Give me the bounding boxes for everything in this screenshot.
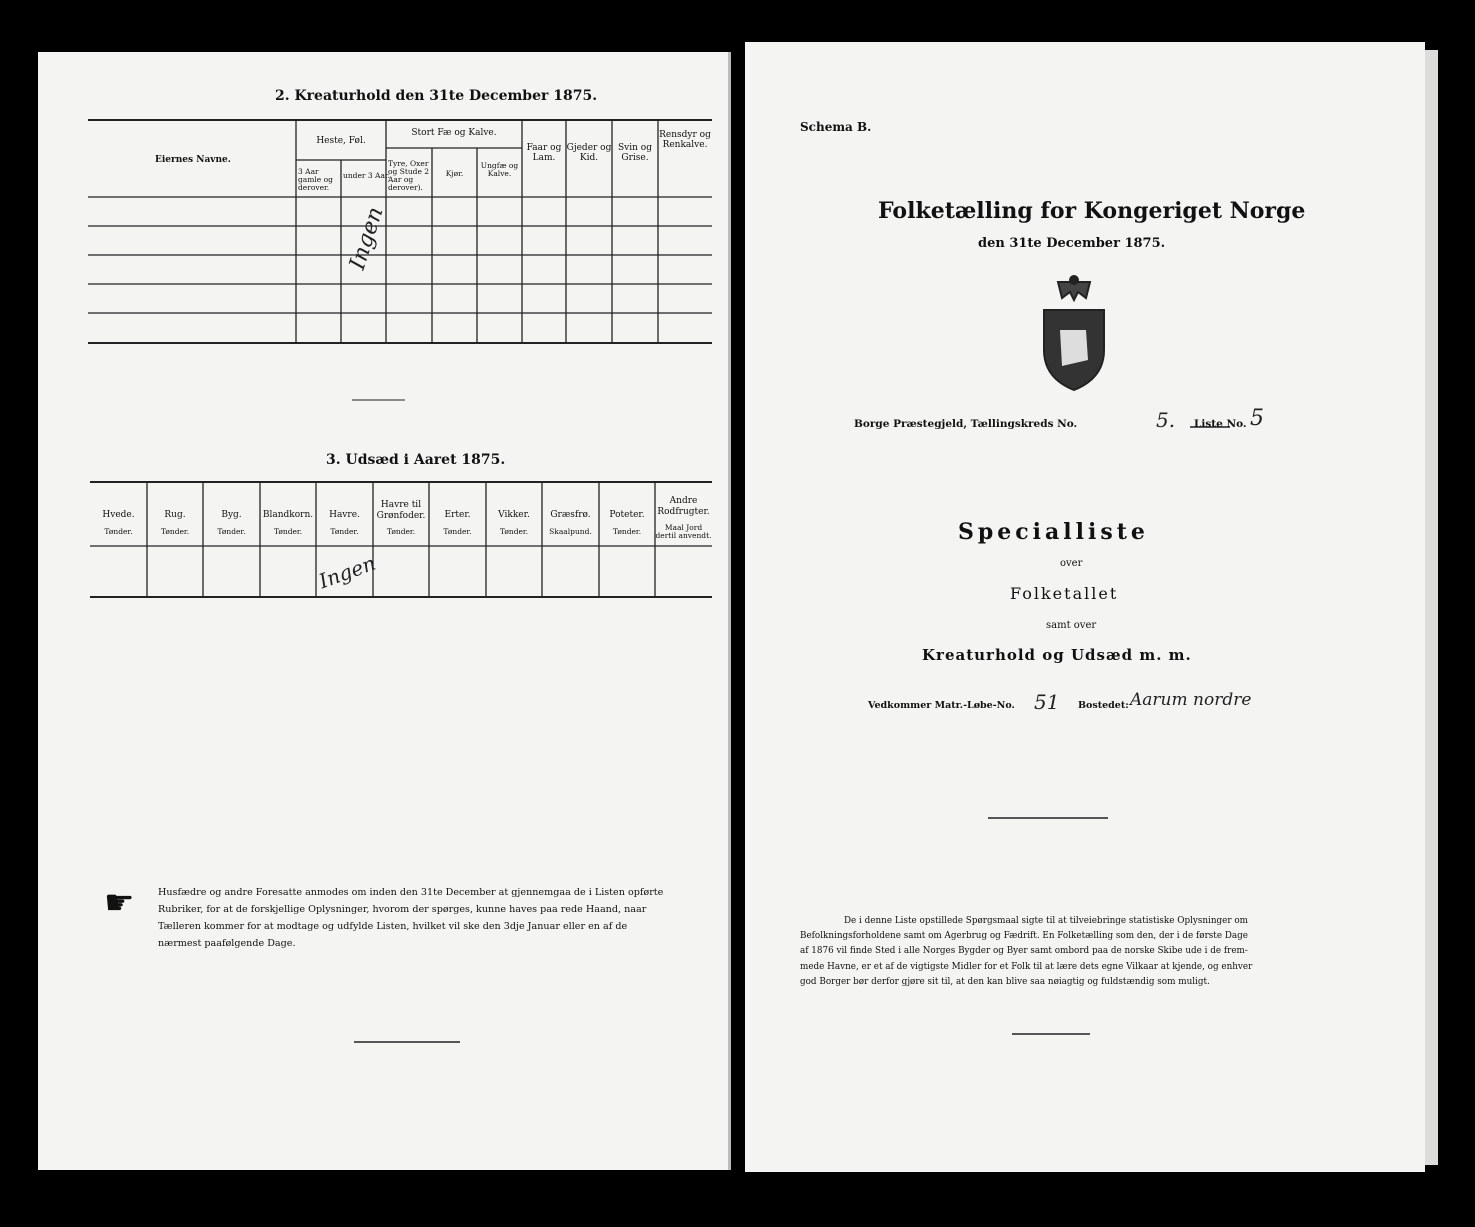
sowing-col-grass-seed: Græsfrø. — [550, 510, 591, 520]
notice-line: nærmest paafølgende Dage. — [158, 938, 296, 949]
footer-line: mede Havne, er et af de vigtigste Midler for et Folk til at lære dets egne Vilkaar at kjende, og enhver — [800, 961, 1253, 972]
schema-label: Schema B. — [800, 120, 872, 134]
sowing-unit-grass-seed: Skaalpund. — [549, 527, 592, 536]
sowing-col-vetch: Vikker. — [498, 510, 530, 520]
census-title: Folketælling for Kongeriget Norge — [878, 198, 1306, 224]
sowing-col-potatoes: Poteter. — [609, 510, 645, 520]
sheep-header: Faar og Lam. — [526, 143, 562, 163]
cattle-header: Stort Fæ og Kalve. — [411, 128, 497, 138]
footer-line: De i denne Liste opstillede Spørgsmaal sigte til at tilveiebringe statistiske Oplysninger om — [844, 916, 1248, 926]
footer-line: af 1876 vil finde Sted i alle Norges Bygder og Byer samt ombord paa de norske Skibe ude i de frem- — [800, 946, 1248, 957]
bostedet-value: Aarum nordre — [1130, 690, 1252, 710]
cows-header: Kjør. — [445, 169, 464, 178]
sowing-col-green-oats: Havre til Grønfoder. — [376, 500, 426, 521]
horses-header: Heste, Føl. — [316, 136, 366, 146]
sowing-col-oats: Havre. — [329, 510, 360, 520]
kreaturhold-heading: Kreaturhold og Udsæd m. m. — [922, 646, 1192, 664]
section2-title: 2. Kreaturhold den 31te December 1875. — [275, 88, 598, 104]
sowing-handwritten-entry: Ingen — [315, 550, 379, 594]
bostedet-label: Bostedet: — [1078, 700, 1129, 711]
sowing-unit-green-oats: Tønder. — [386, 527, 416, 536]
notice-line: Tælleren kommer for at modtage og udfylde Listen, hvilket vil ske den 3dje Januar eller en af de — [158, 921, 628, 932]
specialliste-title: Specialliste — [958, 519, 1149, 545]
footer-line: Befolkningsforholdene samt om Agerbrug og Fædrift. En Folketælling som den, der i de første Dage — [800, 931, 1248, 942]
horses-under3-header: under 3 Aar. — [343, 171, 391, 180]
notice-line: Husfædre og andre Foresatte anmodes om inden den 31te December at gjennemgaa de i Listen opførte — [158, 887, 664, 898]
sowing-unit-rye: Tønder. — [160, 527, 190, 536]
liste-label: Liste No. — [1194, 418, 1247, 430]
sowing-unit-other-roots: Maal Jord dertil anvendt. — [655, 523, 712, 540]
sowing-unit-barley: Tønder. — [217, 527, 246, 536]
sowing-unit-potatoes: Tønder. — [612, 527, 642, 536]
sowing-unit-wheat: Tønder. — [104, 527, 133, 536]
calves-header: Ungfæ og Kalve. — [480, 161, 519, 178]
sowing-unit-oats: Tønder. — [330, 527, 359, 536]
sowing-unit-peas: Tønder. — [443, 527, 472, 536]
pointing-hand-icon: ☛ — [104, 883, 135, 923]
section3-title: 3. Udsæd i Aaret 1875. — [326, 452, 506, 468]
sowing-col-mixed: Blandkorn. — [262, 510, 314, 520]
sowing-col-barley: Byg. — [221, 510, 242, 520]
sowing-col-peas: Erter. — [444, 510, 471, 520]
livestock-handwritten-entry: Ingen — [345, 203, 389, 273]
sowing-col-wheat: Hvede. — [102, 510, 135, 520]
footer-line: god Borger bør derfor gjøre sit til, at den kan blive saa nøiagtig og fuldstændig som muligt. — [800, 976, 1210, 987]
sowing-col-rye: Rug. — [164, 510, 186, 520]
owner-names-header: Eiernes Navne. — [155, 155, 231, 165]
samt-over-label: samt over — [1046, 620, 1097, 631]
bulls-header: Tyre, Oxer og Stude 2 Aar og derover). — [388, 159, 430, 192]
sowing-unit-vetch: Tønder. — [499, 527, 529, 536]
horses-3yr-header: 3 Aar gamle og derover. — [298, 167, 333, 192]
sowing-unit-mixed: Tønder. — [273, 527, 303, 536]
tellingskreds-number: 5. — [1156, 408, 1176, 432]
liste-number: 5 — [1250, 406, 1264, 431]
parish-label: Borge Præstegjeld, Tællingskreds No. — [854, 418, 1078, 430]
reindeer-header: Rensdyr og Renkalve. — [659, 130, 711, 150]
notice-line: Rubriker, for at de forskjellige Oplysninger, hvorom der spørges, kunne haves paa rede Haand, naar — [158, 904, 647, 915]
over-label: over — [1060, 558, 1083, 569]
goats-header: Gjeder og Kid. — [566, 143, 612, 163]
footer-paragraph — [800, 914, 1320, 990]
matr-label: Vedkommer Matr.-Løbe-No. — [868, 700, 1015, 711]
pigs-header: Svin og Grise. — [618, 143, 652, 163]
folketallet-label: Folketallet — [1010, 584, 1119, 603]
sowing-col-other-roots: Andre Rodfrugter. — [657, 496, 710, 517]
census-date: den 31te December 1875. — [978, 236, 1166, 251]
matr-number: 51 — [1034, 690, 1060, 714]
